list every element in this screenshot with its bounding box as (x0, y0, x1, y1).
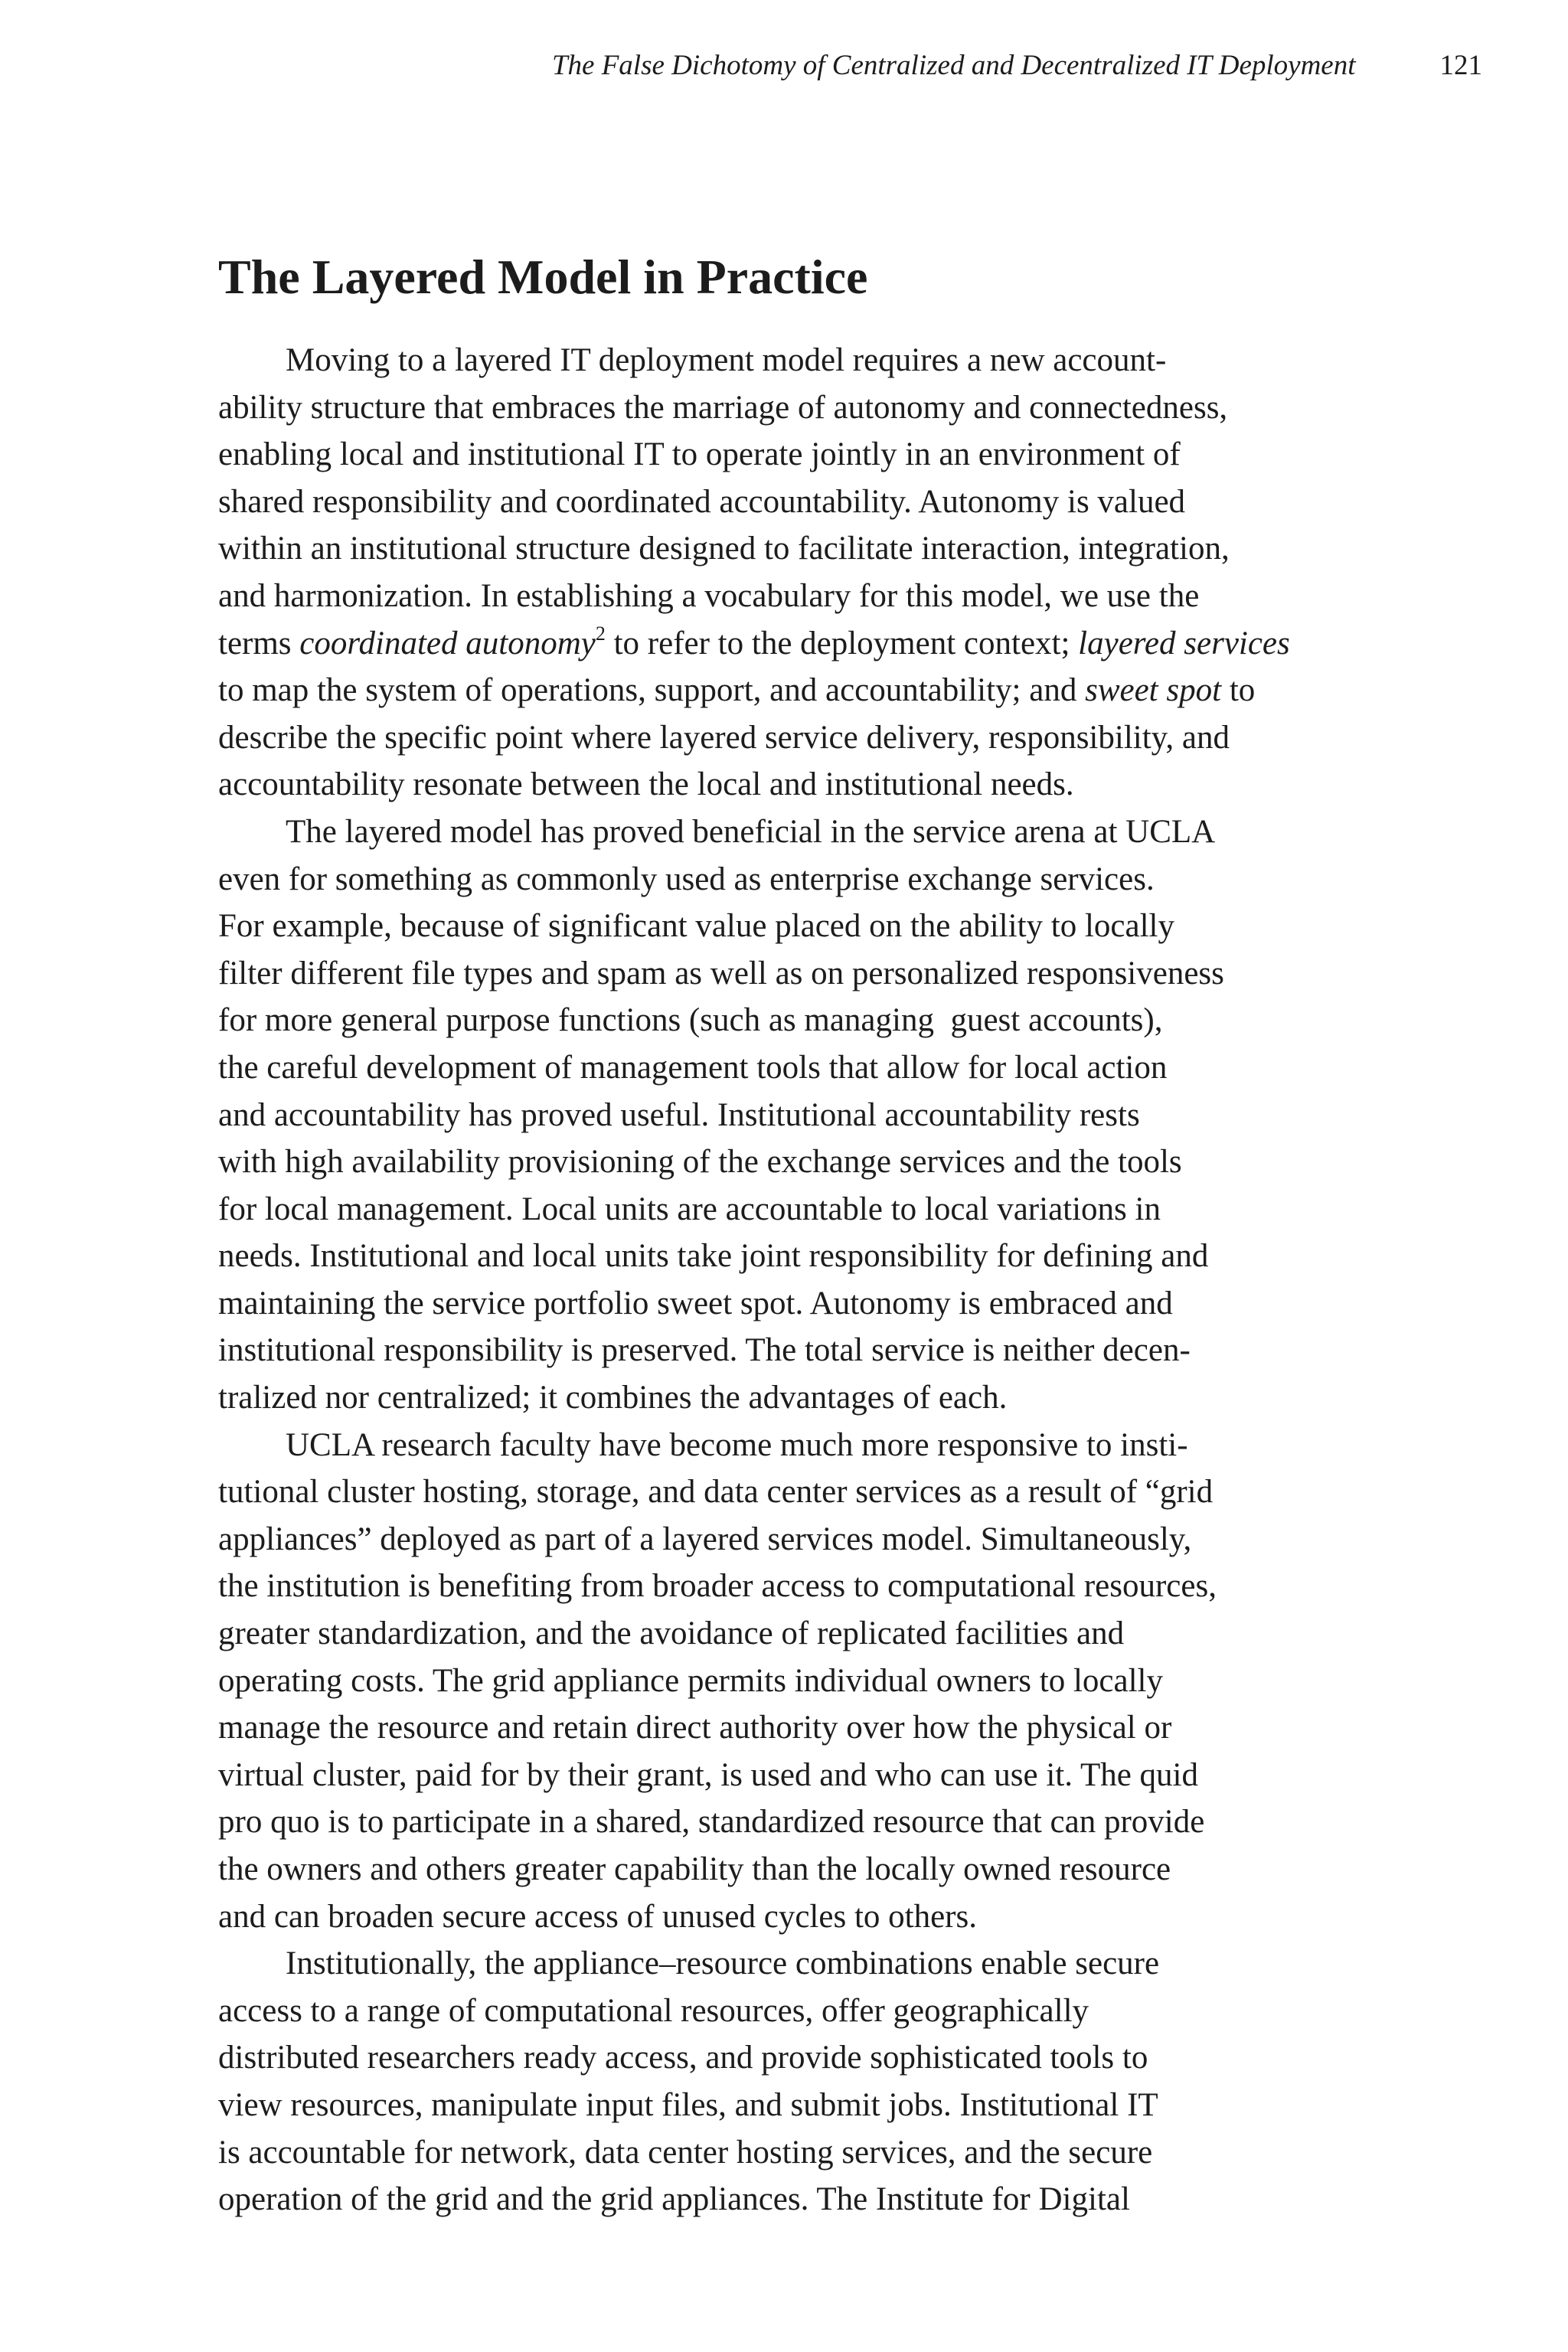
page-number: 121 (1439, 50, 1482, 81)
text-line: For example, because of significant value placed on the ability to locally (218, 908, 1174, 945)
text-segment: to (1221, 672, 1256, 709)
text-line: greater standardization, and the avoidance of replicated facilities and (218, 1615, 1125, 1652)
text-line: enabling local and institutional IT to operate jointly in an environment of (218, 436, 1181, 473)
text-line: accountability resonate between the local and institutional needs. (218, 766, 1074, 803)
text-line: Institutionally, the appliance–resource combinations enable secure (286, 1945, 1160, 1982)
text-line: filter different file types and spam as well as on personalized responsiveness (218, 955, 1224, 991)
text-line: for local management. Local units are accountable to local variations in (218, 1191, 1161, 1227)
text-line: access to a range of computational resources, offer geographically (218, 1992, 1089, 2029)
text-line: tralized nor centralized; it combines the advantages of each. (218, 1380, 1008, 1416)
text-line: tutional cluster hosting, storage, and data center services as a result of “grid (218, 1474, 1214, 1511)
text-line: the careful development of management tools that allow for local action (218, 1049, 1168, 1086)
text-line: institutional responsibility is preserved. The total service is neither decen- (218, 1332, 1191, 1369)
text-line: operating costs. The grid appliance permits individual owners to locally (218, 1662, 1163, 1699)
text-line: the owners and others greater capability than the locally owned resource (218, 1851, 1171, 1887)
paragraph (218, 337, 1367, 808)
text-line: The layered model has proved beneficial in the service arena at UCLA (286, 813, 1216, 850)
text-line: maintaining the service portfolio sweet spot. Autonomy is embraced and (218, 1285, 1173, 1321)
text-line: appliances” deployed as part of a layered services model. Simultaneously, (218, 1521, 1192, 1557)
paragraph (218, 1422, 1367, 1941)
text-line: and accountability has proved useful. Institutional accountability rests (218, 1096, 1140, 1133)
text-line: virtual cluster, paid for by their grant, is used and who can use it. The quid (218, 1756, 1199, 1793)
text-line (218, 667, 1367, 714)
text-line: describe the specific point where layered service delivery, responsibility, and (218, 719, 1230, 756)
text-line: ability structure that embraces the marriage of autonomy and connectedness, (218, 389, 1228, 426)
text-line: distributed researchers ready access, and provide sophisticated tools to (218, 2040, 1148, 2076)
italic-term: layered services (1078, 625, 1290, 662)
paragraph (218, 808, 1367, 1422)
text-line: manage the resource and retain direct authority over how the physical or (218, 1710, 1172, 1746)
text-segment: terms (218, 625, 300, 662)
running-title: The False Dichotomy of Centralized and Decentralized IT Deployment (551, 50, 1356, 81)
text-line: for more general purpose functions (such as managing guest accounts), (218, 1002, 1163, 1039)
text-line: view resources, manipulate input files, and submit jobs. Institutional IT (218, 2086, 1158, 2123)
text-line: is accountable for network, data center hosting services, and the secure (218, 2134, 1153, 2171)
body-text (218, 337, 1367, 2223)
italic-term: coordinated autonomy (299, 625, 596, 662)
text-line: needs. Institutional and local units take joint responsibility for defining and (218, 1238, 1209, 1275)
text-line: and can broaden secure access of unused cycles to others. (218, 1898, 977, 1935)
text-line: shared responsibility and coordinated accountability. Autonomy is valued (218, 483, 1186, 520)
text-line: and harmonization. In establishing a vocabulary for this model, we use the (218, 577, 1200, 614)
text-line: pro quo is to participate in a shared, standardized resource that can provide (218, 1804, 1205, 1841)
section-heading: The Layered Model in Practice (218, 250, 868, 304)
text-line: operation of the grid and the grid appliances. The Institute for Digital (218, 2181, 1130, 2218)
text-line: Moving to a layered IT deployment model requires a new account- (286, 342, 1167, 378)
text-line: UCLA research faculty have become much more responsive to insti- (286, 1426, 1188, 1463)
footnote-marker: 2 (595, 622, 606, 645)
text-line: even for something as commonly used as enterprise exchange services. (218, 861, 1155, 897)
text-line: within an institutional structure designed to facilitate interaction, integration, (218, 531, 1230, 567)
text-segment: to refer to the deployment context; (605, 625, 1079, 662)
text-line: with high availability provisioning of the exchange services and the tools (218, 1144, 1182, 1181)
text-line: the institution is benefiting from broader access to computational resources, (218, 1568, 1217, 1605)
text-segment: to map the system of operations, support, and accountability; and (218, 672, 1086, 709)
text-line (218, 620, 1367, 668)
italic-term: sweet spot (1085, 672, 1222, 709)
paragraph (218, 1940, 1367, 2223)
running-header (459, 47, 1482, 84)
